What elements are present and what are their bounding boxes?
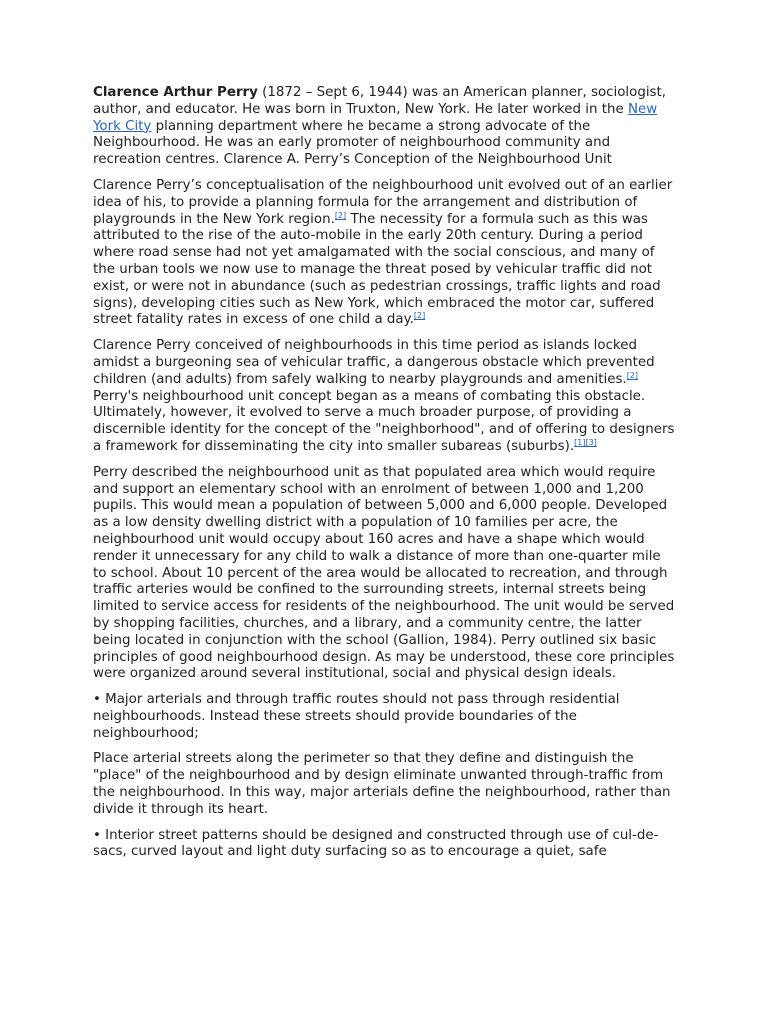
islands-text-2: Perry's neighbourhood unit concept began as a means of combating this obstacle. Ultimately, however, it evolved to serve a much broader purpose, of providing a discernible identity for the concept of the "neighborhood", and of offering to designers a framework for disseminating the city into smaller subareas (suburbs). — [93, 388, 675, 454]
bullet-arterials: • Major arterials and through traffic routes should not pass through residential neighbourhoods. Instead these streets should provide boundaries of the neighbourhood; — [93, 692, 620, 741]
citation-link[interactable]: [1][3] — [574, 437, 597, 447]
citation-link[interactable]: [2] — [334, 210, 347, 220]
paragraph-intro — [93, 85, 677, 169]
citation-link[interactable]: [2] — [626, 370, 639, 380]
new-york-city-link[interactable]: New York City — [93, 101, 658, 134]
intro-text-2: planning department where he became a strong advocate of the Neighbourhood. He was an early promoter of neighbourhood community and recreation centres. Clarence A. Perry’s Conception of the Neighbourhood Unit — [93, 118, 612, 168]
concept-text-2: The necessity for a formula such as this was attributed to the rise of the auto-mobile in the early 20th century. During a period where road sense had not yet amalgamated with the social conscious, and many of the urban tools we now use to manage the threat posed by vehicular traffic did not exist, or were not in abundance (such as pedestrian crossings, traffic lights and road signs), developing cities such as New York, which embraced the motor car, suffered street fatality rates in excess of one child a day. — [93, 211, 661, 328]
concept-text-1: Clarence Perry’s conceptualisation of the neighbourhood unit evolved out of an earlier idea of his, to provide a planning formula for the arrangement and distribution of playgrounds in the New York region. — [93, 177, 673, 227]
paragraph-description: Perry described the neighbourhood unit as that populated area which would require and support an elementary school with an enrolment of between 1,000 and 1,200 pupils. This would mean a population of between 5,000 and 6,000 people. Developed as a low density dwelling district with a population of 10 families per acre, the neighbourhood unit would occupy about 160 acres and have a shape which would render it unnecessary for any child to walk a distance of more than one-quarter mile to school. About 10 percent of the area would be allocated to recreation, and through traffic arteries would be confined to the surrounding streets, internal streets being limited to service access for residents of the neighbourhood. The unit would be served by shopping facilities, churches, and a library, and a community centre, the latter being located in conjunction with the school (Gallion, 1984). Perry outlined six basic principles of good neighbourhood design. As may be understood, these core principles were organized around several institutional, social and physical design ideals. — [93, 464, 675, 682]
document-body — [93, 85, 677, 870]
paragraph-conceptualisation — [93, 178, 677, 329]
intro-text-1: (1872 – Sept 6, 1944) was an American planner, sociologist, author, and educator. He was born in Truxton, New York. He later worked in the — [93, 85, 667, 117]
bullet-interior-streets: • Interior street patterns should be designed and constructed through use of cul-de-sacs, curved layout and light duty surfacing so as to encourage a quiet, safe — [93, 827, 659, 860]
citation-link[interactable]: [2] — [413, 311, 426, 321]
paragraph-islands — [93, 338, 677, 456]
islands-text-1: Clarence Perry conceived of neighbourhoods in this time period as islands locked amidst a burgeoning sea of vehicular traffic, a dangerous obstacle which prevented children (and adults) from safely walking to nearby playgrounds and amenities. — [93, 338, 655, 387]
paragraph-perimeter: Place arterial streets along the perimeter so that they define and distinguish the "place" of the neighbourhood and by design eliminate unwanted through-traffic from the neighbourhood. In this way, major arterials define the neighbourhood, rather than divide it through its heart. — [93, 751, 671, 817]
subject-name: Clarence Arthur Perry — [93, 85, 258, 100]
